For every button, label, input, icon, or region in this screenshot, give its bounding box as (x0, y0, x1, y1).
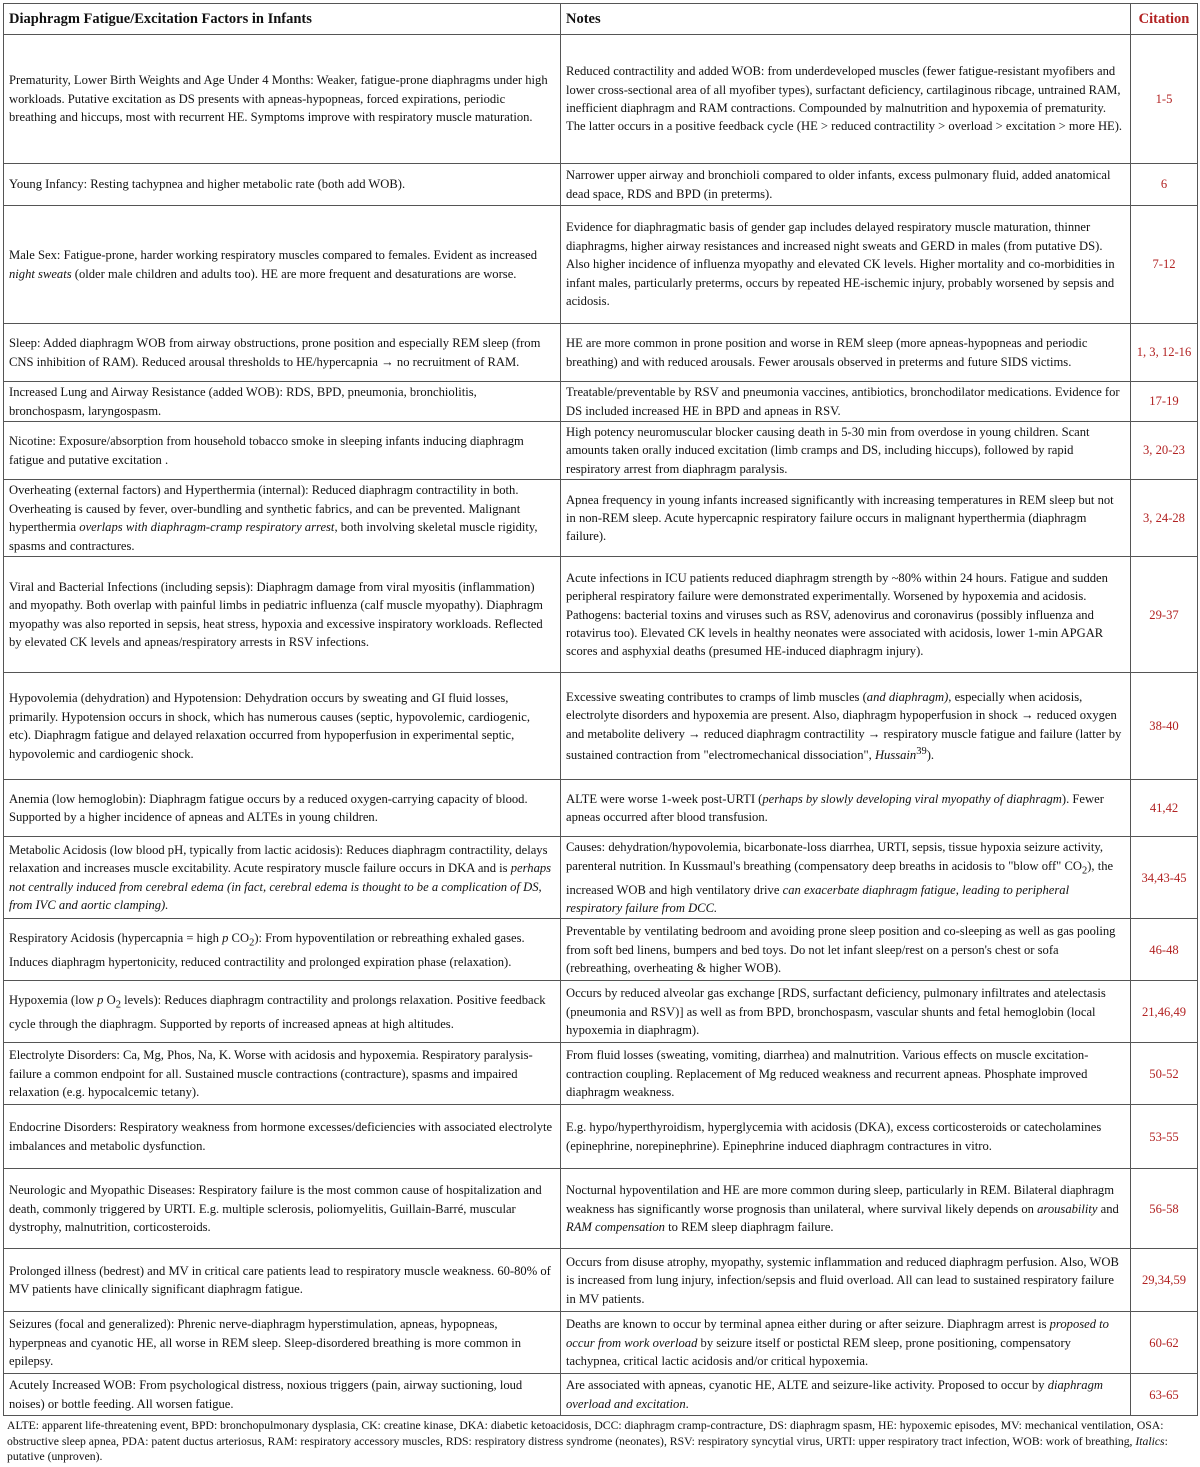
notes-cell: ALTE were worse 1-week post-URTI (perhaps by slowly developing viral myopathy of diaphragm). Fewer apneas occurred after blood transfusion. (561, 780, 1131, 837)
notes-cell: Causes: dehydration/hypovolemia, bicarbonate-loss diarrhea, URTI, sepsis, tissue hypoxia seizure activity, parenteral nutrition. In Kussmaul's breathing (compensatory deep breaths in acidosis to "blow off" $CO_2$), the increased WOB and high ventilatory drive can exacerbate diaphragm fatigue, leading to peripheral respiratory failure from DCC. (561, 837, 1131, 919)
citation-cell: 6 (1131, 164, 1198, 206)
factor-cell: Overheating (external factors) and Hyperthermia (internal): Reduced diaphragm contractility in both. Overheating is caused by fever, over-bundling and synthetic fabrics, and can be prevented. Malignant hyperthermia overlaps with diaphragm-cramp respiratory arrest, both involving skeletal muscle rigidity, spasms and contractures. (4, 480, 561, 557)
notes-cell: Evidence for diaphragmatic basis of gender gap includes delayed respiratory muscle maturation, thinner diaphragms, higher airway resistances and increased night sweats and GERD in males (from putative DS). Also higher incidence of influenza myopathy and elevated CK levels. Higher mortality and co-morbidities in infant males, particularly preterms, occurs by repeated HE-ischemic injury, probably worsened by sepsis and acidosis. (561, 206, 1131, 324)
table-row (4, 1105, 1198, 1169)
notes-cell: Treatable/preventable by RSV and pneumonia vaccines, antibiotics, bronchodilator medications. Evidence for DS included increased HE in BPD and apneas in RSV. (561, 382, 1131, 422)
notes-cell: Deaths are known to occur by terminal apnea either during or after seizure. Diaphragm arrest is proposed to occur from work overload by seizure itself or postictal REM sleep, prone positioning, compensatory tachypnea, critical lactic acidosis and/or critical hypoxemia. (561, 1312, 1131, 1374)
table-row (4, 1249, 1198, 1312)
table-row (4, 1169, 1198, 1249)
citation-cell: 60-62 (1131, 1312, 1198, 1374)
table-row (4, 382, 1198, 422)
factors-table (3, 3, 1198, 1416)
table-row (4, 981, 1198, 1043)
citation-cell: 3, 24-28 (1131, 480, 1198, 557)
factor-cell: Hypovolemia (dehydration) and Hypotension: Dehydration occurs by sweating and GI fluid losses, primarily. Hypotension occurs in shock, which has numerous causes (septic, hypovolemic, cardiogenic, etc). Diaphragm fatigue and delayed relaxation occurred from hypoperfusion in experimental septic, hypovolemic and cardiogenic shock. (4, 673, 561, 780)
notes-cell: Reduced contractility and added WOB: from underdeveloped muscles (fewer fatigue-resistant myofibers and lower cross-sectional area of all myofiber types), surfactant deficiency, cartilaginous ribcage, untrained RAM, inefficient diaphragm and RAM contractions. Compounded by malnutrition and hypoxemia of prematurity. The latter occurs in a positive feedback cycle (HE > reduced contractility > overload > excitation > more HE). (561, 35, 1131, 164)
table-row (4, 206, 1198, 324)
table-row (4, 919, 1198, 981)
notes-cell: Are associated with apneas, cyanotic HE, ALTE and seizure-like activity. Proposed to occur by diaphragm overload and excitation. (561, 1374, 1131, 1416)
citation-cell: 53-55 (1131, 1105, 1198, 1169)
citation-cell: 41,42 (1131, 780, 1198, 837)
factor-cell: Endocrine Disorders: Respiratory weakness from hormone excesses/deficiencies with associated electrolyte imbalances and metabolic dysfunction. (4, 1105, 561, 1169)
factor-cell: Electrolyte Disorders: Ca, Mg, Phos, Na, K. Worse with acidosis and hypoxemia. Respiratory paralysis-failure a common endpoint for all. Sustained muscle contractions (contracture), spasms and impaired relaxation (e.g. hypocalcemic tetany). (4, 1043, 561, 1105)
table-row (4, 164, 1198, 206)
citation-cell: 34,43-45 (1131, 837, 1198, 919)
notes-cell: Acute infections in ICU patients reduced diaphragm strength by ~80% within 24 hours. Fatigue and sudden peripheral respiratory failure were demonstrated experimentally. Worsened by hypoxemia and acidosis. Pathogens: bacterial toxins and viruses such as RSV, adenovirus and coronavirus (possibly influenza and rotavirus too). Elevated CK levels in healthy neonates were associated with acidosis, lower 1-min APGAR scores and asphyxial deaths (presumed HE-induced diaphragm injury). (561, 557, 1131, 673)
notes-cell: Nocturnal hypoventilation and HE are more common during sleep, particularly in REM. Bilateral diaphragm weakness has significantly worse prognosis than unilateral, where survival likely depends on arousability and RAM compensation to REM sleep diaphragm failure. (561, 1169, 1131, 1249)
notes-cell: High potency neuromuscular blocker causing death in 5-30 min from overdose in young children. Scant amounts taken orally induced excitation (limb cramps and DS, including hiccups), followed by rapid respiratory arrest from diaphragm paralysis. (561, 422, 1131, 480)
notes-cell: HE are more common in prone position and worse in REM sleep (more apneas-hypopneas and periodic breathing) and with reduced arousals. Fewer arousals observed in preterms and future SIDS victims. (561, 324, 1131, 382)
table-row (4, 557, 1198, 673)
citation-cell: 29,34,59 (1131, 1249, 1198, 1312)
citation-cell: 7-12 (1131, 206, 1198, 324)
factor-cell: Male Sex: Fatigue-prone, harder working respiratory muscles compared to females. Evident as increased night sweats (older male children and adults too). HE are more frequent and desaturations are worse. (4, 206, 561, 324)
citation-cell: 63-65 (1131, 1374, 1198, 1416)
factor-cell: Hypoxemia (low p $O_2$ levels): Reduces diaphragm contractility and prolongs relaxation. Positive feedback cycle through the diaphragm. Supported by reports of increased apneas at high altitudes. (4, 981, 561, 1043)
citation-cell: 50-52 (1131, 1043, 1198, 1105)
factor-cell: Prematurity, Lower Birth Weights and Age Under 4 Months: Weaker, fatigue-prone diaphragms under high workloads. Putative excitation as DS presents with apneas-hypopneas, forced expirations, periodic breathing and hiccups, most with recurrent HE. Symptoms improve with respiratory muscle maturation. (4, 35, 561, 164)
notes-cell: From fluid losses (sweating, vomiting, diarrhea) and malnutrition. Various effects on muscle excitation-contraction coupling. Replacement of Mg reduced weakness and recurrent apneas. Phosphate improved diaphragm weakness. (561, 1043, 1131, 1105)
citation-cell: 38-40 (1131, 673, 1198, 780)
factor-cell: Young Infancy: Resting tachypnea and higher metabolic rate (both add WOB). (4, 164, 561, 206)
table-row (4, 324, 1198, 382)
table-row (4, 837, 1198, 919)
table-row (4, 1043, 1198, 1105)
factor-cell: Neurologic and Myopathic Diseases: Respiratory failure is the most common cause of hospitalization and death, commonly triggered by URTI. E.g. multiple sclerosis, poliomyelitis, Guillain-Barré, muscular dystrophy, malnutrition, corticosteroids. (4, 1169, 561, 1249)
table-row (4, 780, 1198, 837)
notes-cell: Occurs by reduced alveolar gas exchange [RDS, surfactant deficiency, pulmonary infiltrates and atelectasis (pneumonia and RSV)] as well as from BPD, bronchospasm, vascular shunts and fetal hemoglobin (local hypoxemia in diaphragm). (561, 981, 1131, 1043)
factor-cell: Prolonged illness (bedrest) and MV in critical care patients lead to respiratory muscle weakness. 60-80% of MV patients have clinically significant diaphragm fatigue. (4, 1249, 561, 1312)
notes-cell: Narrower upper airway and bronchioli compared to older infants, excess pulmonary fluid, added anatomical dead space, RDS and BPD (in preterms). (561, 164, 1131, 206)
factor-cell: Respiratory Acidosis (hypercapnia = high p $CO_2$): From hypoventilation or rebreathing exhaled gases. Induces diaphragm hypertonicity, reduced contractility and prolonged expiration phase (relaxation). (4, 919, 561, 981)
header-factors: Diaphragm Fatigue/Excitation Factors in Infants (4, 4, 561, 35)
factor-cell: Sleep: Added diaphragm WOB from airway obstructions, prone position and especially REM sleep (from CNS inhibition of RAM). Reduced arousal thresholds to HE/hypercapnia → no recruitment of RAM. (4, 324, 561, 382)
notes-cell: Occurs from disuse atrophy, myopathy, systemic inflammation and reduced diaphragm perfusion. Also, WOB is increased from lung injury, infection/sepsis and fluid overload. All can lead to sustained respiratory failure in MV patients. (561, 1249, 1131, 1312)
header-citation: Citation (1131, 4, 1198, 35)
table-footnote: ALTE: apparent life-threatening event, BPD: bronchopulmonary dysplasia, CK: creatine kinase, DKA: diabetic ketoacidosis, DCC: diaphragm cramp-contracture, DS: diaphragm spasm, HE: hypoxemic episodes, MV: mechanical ventilation, OSA: obstructive sleep apnea, PDA: patent ductus arteriosus, RAM: respiratory accessory muscles, RDS: respiratory distress syndrome (neonates), RSV: respiratory syncytial virus, URTI: upper respiratory tract infection, WOB: work of breathing, Italics: putative (unproven). (7, 1419, 1168, 1464)
notes-cell: Excessive sweating contributes to cramps of limb muscles (and diaphragm), especially when acidosis, electrolyte disorders and hypoxemia are present. Also, diaphragm hypoperfusion in shock → reduced oxygen and metabolite delivery → reduced diaphragm contractility → respiratory muscle fatigue and failure (latter by sustained contraction from "electromechanical dissociation", Hussain$^{39}$). (561, 673, 1131, 780)
factor-cell: Acutely Increased WOB: From psychological distress, noxious triggers (pain, airway suctioning, loud noises) or bottle feeding. All worsen fatigue. (4, 1374, 561, 1416)
citation-cell: 56-58 (1131, 1169, 1198, 1249)
table-row (4, 480, 1198, 557)
header-notes: Notes (561, 4, 1131, 35)
notes-cell: E.g. hypo/hyperthyroidism, hyperglycemia with acidosis (DKA), excess corticosteroids or catecholamines (epinephrine, norepinephrine). Epinephrine induced diaphragm contractures in vitro. (561, 1105, 1131, 1169)
table-row (4, 1374, 1198, 1416)
table-row (4, 35, 1198, 164)
factor-cell: Increased Lung and Airway Resistance (added WOB): RDS, BPD, pneumonia, bronchiolitis, bronchospasm, laryngospasm. (4, 382, 561, 422)
table-row (4, 1312, 1198, 1374)
citation-cell: 17-19 (1131, 382, 1198, 422)
document-page (3, 3, 1197, 1467)
notes-cell: Apnea frequency in young infants increased significantly with increasing temperatures in REM sleep but not in non-REM sleep. Acute hypercapnic respiratory failure occurs in malignant hyperthermia (diaphragm failure). (561, 480, 1131, 557)
citation-cell: 21,46,49 (1131, 981, 1198, 1043)
factor-cell: Seizures (focal and generalized): Phrenic nerve-diaphragm hyperstimulation, apneas, hypopneas, hyperpneas and cyanotic HE, all worse in REM sleep. Sleep-disordered breathing is more common in epilepsy. (4, 1312, 561, 1374)
citation-cell: 1-5 (1131, 35, 1198, 164)
citation-cell: 3, 20-23 (1131, 422, 1198, 480)
table-row (4, 673, 1198, 780)
notes-cell: Preventable by ventilating bedroom and avoiding prone sleep position and co-sleeping as well as gas pooling from soft bed linens, bumpers and bed toys. Do not let infant sleep/rest on a person's chest or sofa (rebreathing, overheating & higher WOB). (561, 919, 1131, 981)
citation-cell: 29-37 (1131, 557, 1198, 673)
factor-cell: Nicotine: Exposure/absorption from household tobacco smoke in sleeping infants inducing diaphragm fatigue and putative excitation . (4, 422, 561, 480)
citation-cell: 1, 3, 12-16 (1131, 324, 1198, 382)
table-row (4, 422, 1198, 480)
factor-cell: Viral and Bacterial Infections (including sepsis): Diaphragm damage from viral myositis (inflammation) and myopathy. Both overlap with painful limbs in pediatric influenza (calf muscle myopathy). Diaphragm myopathy was also reported in sepsis, heat stress, hypoxia and excessive inspiratory workloads. Reflected by elevated CK levels and apneas/respiratory arrests in RSV infections. (4, 557, 561, 673)
factor-cell: Anemia (low hemoglobin): Diaphragm fatigue occurs by a reduced oxygen-carrying capacity of blood. Supported by a higher incidence of apneas and ALTEs in young children. (4, 780, 561, 837)
citation-cell: 46-48 (1131, 919, 1198, 981)
factor-cell: Metabolic Acidosis (low blood pH, typically from lactic acidosis): Reduces diaphragm contractility, delays relaxation and increases muscle excitability. Acute respiratory muscle failure occurs in DKA and is perhaps not centrally induced from cerebral edema (in fact, cerebral edema is thought to be a complication of DS, from IVC and aortic clamping). (4, 837, 561, 919)
table-header-row (4, 4, 1198, 35)
